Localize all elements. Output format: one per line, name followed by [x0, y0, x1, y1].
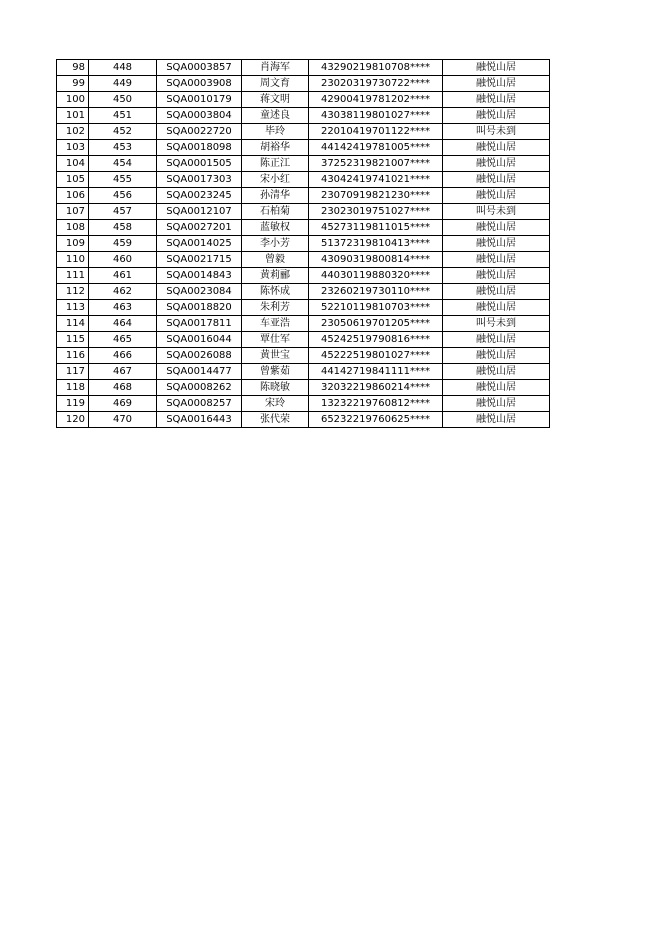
row-id-cell: 45242519790816**** [309, 332, 443, 348]
table-row [57, 92, 550, 108]
row-seq-cell: 119 [57, 396, 89, 412]
row-number-cell: 460 [89, 252, 157, 268]
row-name-cell: 肖海军 [242, 60, 309, 76]
row-code-cell: SQA0003908 [157, 76, 242, 92]
row-number-cell: 456 [89, 188, 157, 204]
table-row [57, 268, 550, 284]
row-name-cell: 朱利芳 [242, 300, 309, 316]
row-status-cell: 融悦山居 [443, 236, 550, 252]
row-number-cell: 466 [89, 348, 157, 364]
row-number-cell: 470 [89, 412, 157, 428]
row-seq-cell: 114 [57, 316, 89, 332]
row-number-cell: 452 [89, 124, 157, 140]
row-name-cell: 孙清华 [242, 188, 309, 204]
row-id-cell: 13232219760812**** [309, 396, 443, 412]
row-seq-cell: 120 [57, 412, 89, 428]
row-seq-cell: 99 [57, 76, 89, 92]
row-id-cell: 43090319800814**** [309, 252, 443, 268]
row-id-cell: 52210119810703**** [309, 300, 443, 316]
row-seq-cell: 118 [57, 380, 89, 396]
table-row [57, 396, 550, 412]
row-number-cell: 469 [89, 396, 157, 412]
row-id-cell: 23070919821230**** [309, 188, 443, 204]
row-id-cell: 22010419701122**** [309, 124, 443, 140]
row-code-cell: SQA0001505 [157, 156, 242, 172]
row-status-cell: 融悦山居 [443, 140, 550, 156]
table-row [57, 332, 550, 348]
table-row [57, 76, 550, 92]
table-row [57, 108, 550, 124]
row-status-cell: 叫号未到 [443, 124, 550, 140]
row-code-cell: SQA0016044 [157, 332, 242, 348]
row-code-cell: SQA0017303 [157, 172, 242, 188]
table-row [57, 316, 550, 332]
row-name-cell: 李小芳 [242, 236, 309, 252]
row-seq-cell: 112 [57, 284, 89, 300]
row-status-cell: 融悦山居 [443, 60, 550, 76]
row-name-cell: 陈怀成 [242, 284, 309, 300]
row-status-cell: 叫号未到 [443, 316, 550, 332]
row-code-cell: SQA0014477 [157, 364, 242, 380]
table-row [57, 364, 550, 380]
row-number-cell: 459 [89, 236, 157, 252]
row-status-cell: 融悦山居 [443, 284, 550, 300]
row-name-cell: 张代荣 [242, 412, 309, 428]
row-number-cell: 449 [89, 76, 157, 92]
row-number-cell: 448 [89, 60, 157, 76]
row-number-cell: 467 [89, 364, 157, 380]
row-number-cell: 458 [89, 220, 157, 236]
row-code-cell: SQA0026088 [157, 348, 242, 364]
row-code-cell: SQA0022720 [157, 124, 242, 140]
row-code-cell: SQA0008262 [157, 380, 242, 396]
row-status-cell: 融悦山居 [443, 332, 550, 348]
row-name-cell: 蓝敏权 [242, 220, 309, 236]
row-number-cell: 464 [89, 316, 157, 332]
row-code-cell: SQA0010179 [157, 92, 242, 108]
row-code-cell: SQA0014025 [157, 236, 242, 252]
row-id-cell: 23260219730110**** [309, 284, 443, 300]
row-number-cell: 462 [89, 284, 157, 300]
row-seq-cell: 106 [57, 188, 89, 204]
row-name-cell: 陈晓敏 [242, 380, 309, 396]
row-status-cell: 融悦山居 [443, 412, 550, 428]
table-row [57, 220, 550, 236]
row-status-cell: 融悦山居 [443, 220, 550, 236]
row-status-cell: 融悦山居 [443, 348, 550, 364]
row-id-cell: 44030119880320**** [309, 268, 443, 284]
row-code-cell: SQA0017811 [157, 316, 242, 332]
row-code-cell: SQA0014843 [157, 268, 242, 284]
table-row [57, 172, 550, 188]
table-row [57, 300, 550, 316]
table-row [57, 124, 550, 140]
row-status-cell: 融悦山居 [443, 156, 550, 172]
row-code-cell: SQA0008257 [157, 396, 242, 412]
row-status-cell: 叫号未到 [443, 204, 550, 220]
table-row [57, 284, 550, 300]
row-seq-cell: 107 [57, 204, 89, 220]
row-number-cell: 461 [89, 268, 157, 284]
row-code-cell: SQA0018098 [157, 140, 242, 156]
row-number-cell: 453 [89, 140, 157, 156]
row-id-cell: 45273119811015**** [309, 220, 443, 236]
row-number-cell: 468 [89, 380, 157, 396]
row-id-cell: 43042419741021**** [309, 172, 443, 188]
row-code-cell: SQA0018820 [157, 300, 242, 316]
row-status-cell: 融悦山居 [443, 268, 550, 284]
row-code-cell: SQA0016443 [157, 412, 242, 428]
row-seq-cell: 101 [57, 108, 89, 124]
row-status-cell: 融悦山居 [443, 396, 550, 412]
row-seq-cell: 110 [57, 252, 89, 268]
row-id-cell: 37252319821007**** [309, 156, 443, 172]
row-status-cell: 融悦山居 [443, 364, 550, 380]
row-seq-cell: 102 [57, 124, 89, 140]
row-name-cell: 蒋文明 [242, 92, 309, 108]
row-number-cell: 457 [89, 204, 157, 220]
row-status-cell: 融悦山居 [443, 380, 550, 396]
row-id-cell: 23023019751027**** [309, 204, 443, 220]
table-row [57, 380, 550, 396]
table-row [57, 204, 550, 220]
row-seq-cell: 100 [57, 92, 89, 108]
row-status-cell: 融悦山居 [443, 76, 550, 92]
row-name-cell: 车亚浩 [242, 316, 309, 332]
table-body [57, 60, 550, 428]
row-seq-cell: 103 [57, 140, 89, 156]
row-id-cell: 45222519801027**** [309, 348, 443, 364]
row-code-cell: SQA0021715 [157, 252, 242, 268]
row-number-cell: 454 [89, 156, 157, 172]
row-name-cell: 周文育 [242, 76, 309, 92]
table-row [57, 140, 550, 156]
row-name-cell: 黄世宝 [242, 348, 309, 364]
table-row [57, 156, 550, 172]
row-code-cell: SQA0003857 [157, 60, 242, 76]
row-seq-cell: 108 [57, 220, 89, 236]
row-status-cell: 融悦山居 [443, 252, 550, 268]
row-code-cell: SQA0012107 [157, 204, 242, 220]
row-code-cell: SQA0023084 [157, 284, 242, 300]
row-seq-cell: 116 [57, 348, 89, 364]
row-status-cell: 融悦山居 [443, 92, 550, 108]
row-number-cell: 455 [89, 172, 157, 188]
row-id-cell: 43038119801027**** [309, 108, 443, 124]
row-name-cell: 覃仕军 [242, 332, 309, 348]
data-table [56, 59, 550, 428]
row-name-cell: 黄莉郦 [242, 268, 309, 284]
table-row [57, 412, 550, 428]
row-name-cell: 宋玲 [242, 396, 309, 412]
table-row [57, 60, 550, 76]
row-id-cell: 43290219810708**** [309, 60, 443, 76]
row-name-cell: 宋小红 [242, 172, 309, 188]
row-seq-cell: 109 [57, 236, 89, 252]
row-name-cell: 曾毅 [242, 252, 309, 268]
row-name-cell: 曾紫茹 [242, 364, 309, 380]
row-seq-cell: 115 [57, 332, 89, 348]
row-id-cell: 23020319730722**** [309, 76, 443, 92]
row-number-cell: 450 [89, 92, 157, 108]
table-row [57, 236, 550, 252]
row-name-cell: 陈正江 [242, 156, 309, 172]
row-seq-cell: 105 [57, 172, 89, 188]
row-seq-cell: 98 [57, 60, 89, 76]
row-seq-cell: 104 [57, 156, 89, 172]
row-seq-cell: 113 [57, 300, 89, 316]
row-code-cell: SQA0027201 [157, 220, 242, 236]
row-code-cell: SQA0023245 [157, 188, 242, 204]
row-number-cell: 463 [89, 300, 157, 316]
row-status-cell: 融悦山居 [443, 300, 550, 316]
row-name-cell: 石柏菊 [242, 204, 309, 220]
row-name-cell: 童述良 [242, 108, 309, 124]
table-row [57, 188, 550, 204]
row-status-cell: 融悦山居 [443, 108, 550, 124]
row-id-cell: 44142719841111**** [309, 364, 443, 380]
table-row [57, 348, 550, 364]
row-id-cell: 44142419781005**** [309, 140, 443, 156]
row-number-cell: 465 [89, 332, 157, 348]
row-code-cell: SQA0003804 [157, 108, 242, 124]
row-seq-cell: 111 [57, 268, 89, 284]
row-name-cell: 胡裕华 [242, 140, 309, 156]
row-id-cell: 51372319810413**** [309, 236, 443, 252]
row-seq-cell: 117 [57, 364, 89, 380]
row-id-cell: 23050619701205**** [309, 316, 443, 332]
row-id-cell: 32032219860214**** [309, 380, 443, 396]
table-row [57, 252, 550, 268]
row-status-cell: 融悦山居 [443, 188, 550, 204]
row-number-cell: 451 [89, 108, 157, 124]
row-id-cell: 42900419781202**** [309, 92, 443, 108]
row-status-cell: 融悦山居 [443, 172, 550, 188]
row-id-cell: 65232219760625**** [309, 412, 443, 428]
row-name-cell: 毕玲 [242, 124, 309, 140]
